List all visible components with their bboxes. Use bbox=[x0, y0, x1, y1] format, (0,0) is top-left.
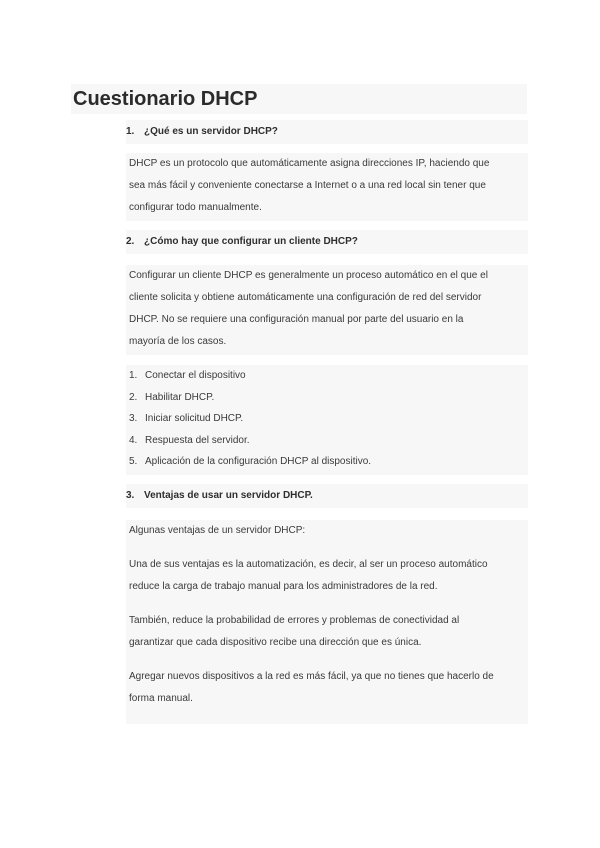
question-2-number: 2. bbox=[126, 236, 135, 247]
answer-line: Agregar nuevos dispositivos a la red es más fácil, ya que no tienes que hacerlo de bbox=[129, 671, 494, 682]
steps-list bbox=[126, 365, 528, 473]
answer-line: También, reduce la probabilidad de errores y problemas de conectividad al bbox=[129, 615, 460, 626]
answer-line: cliente solicita y obtiene automáticamente una configuración de red del servidor bbox=[129, 292, 482, 303]
step-number: 1. bbox=[129, 370, 138, 381]
question-2-text: ¿Cómo hay que configurar un cliente DHCP? bbox=[144, 236, 358, 247]
answer-line: reduce la carga de trabajo manual para los administradores de la red. bbox=[129, 581, 438, 592]
answer-line: Una de sus ventajas es la automatización, es decir, al ser un proceso automático bbox=[129, 559, 488, 570]
step-number: 2. bbox=[129, 391, 138, 403]
step-text: Conectar el dispositivo bbox=[145, 370, 246, 381]
question-1-answer bbox=[126, 153, 528, 221]
configuration-steps bbox=[126, 365, 528, 475]
step-text: Aplicación de la configuración DHCP al dispositivo. bbox=[145, 456, 372, 467]
answer-intro: Algunas ventajas de un servidor DHCP: bbox=[129, 525, 306, 536]
step-number: 4. bbox=[129, 434, 138, 446]
page-title: Cuestionario DHCP bbox=[71, 84, 527, 114]
step-text: Iniciar solicitud DHCP. bbox=[145, 413, 244, 424]
question-1-number: 1. bbox=[126, 126, 135, 137]
answer-line: mayoría de los casos. bbox=[129, 336, 227, 347]
step-text: Respuesta del servidor. bbox=[145, 434, 250, 446]
answer-line: DHCP es un protocolo que automáticamente asigna direcciones IP, haciendo que bbox=[129, 158, 490, 169]
answer-line: forma manual. bbox=[129, 693, 193, 704]
step-text: Habilitar DHCP. bbox=[145, 391, 215, 403]
question-3-answer bbox=[126, 520, 528, 724]
answer-line: DHCP. No se requiere una configuración manual por parte del usuario en la bbox=[129, 314, 464, 325]
list-item bbox=[126, 430, 528, 452]
question-2-heading bbox=[126, 230, 528, 254]
step-number: 3. bbox=[129, 413, 138, 424]
question-1-heading bbox=[126, 120, 528, 144]
question-1-text: ¿Qué es un servidor DHCP? bbox=[144, 126, 278, 137]
question-2-answer bbox=[126, 265, 528, 355]
answer-line: sea más fácil y conveniente conectarse a Internet o a una red local sin tener que bbox=[129, 180, 486, 191]
answer-line: Configurar un cliente DHCP es generalmente un proceso automático en el que el bbox=[129, 270, 488, 281]
question-3-text: Ventajas de usar un servidor DHCP. bbox=[144, 490, 313, 501]
step-number: 5. bbox=[129, 456, 138, 467]
list-item bbox=[126, 408, 528, 430]
list-item bbox=[126, 451, 528, 473]
question-3-heading bbox=[126, 484, 528, 508]
answer-line: configurar todo manualmente. bbox=[129, 202, 262, 213]
list-item bbox=[126, 387, 528, 409]
answer-line: garantizar que cada dispositivo recibe una dirección que es única. bbox=[129, 637, 422, 648]
question-3-number: 3. bbox=[126, 490, 135, 501]
list-item bbox=[126, 365, 528, 387]
